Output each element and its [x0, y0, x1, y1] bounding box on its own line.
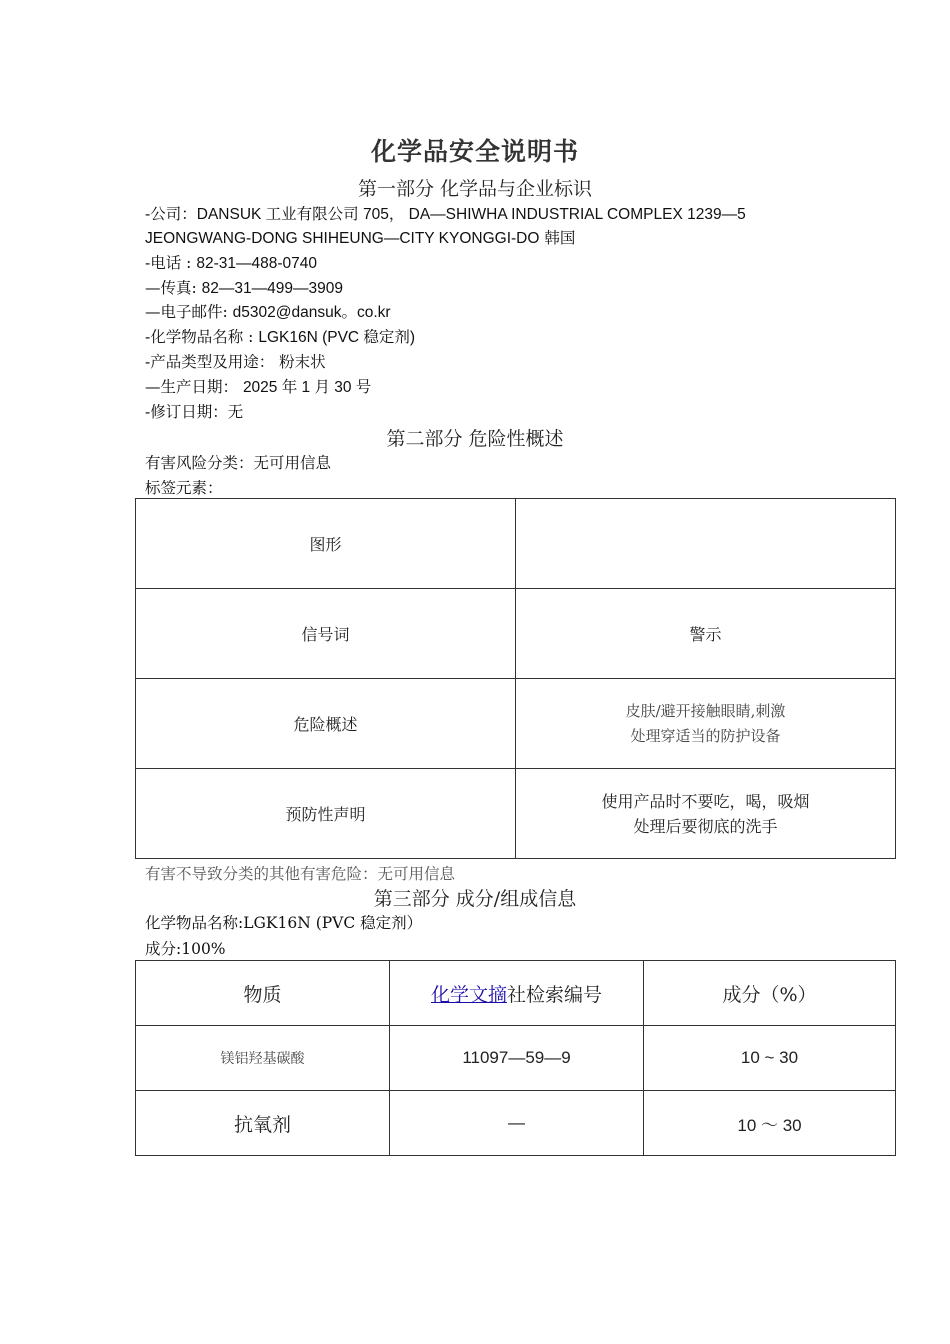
production-date-value: 2025 年 1 月 30 号: [242, 379, 372, 396]
production-date-label: —生产日期：: [145, 378, 243, 396]
company-line-1: [145, 202, 746, 224]
table-row: [136, 1026, 896, 1091]
section1-heading: 第一部分 化学品与企业标识: [357, 178, 593, 200]
cas-cell: 11097—59—9: [390, 1026, 644, 1091]
document-title: 化学品安全说明书: [370, 137, 579, 166]
signal-word-value: 警示: [516, 589, 896, 679]
percent-cell: 10 ～ 30: [644, 1091, 896, 1156]
fax-line: [145, 276, 343, 298]
phone-value: 82-31—488-0740: [196, 255, 317, 272]
hazard-class-line: 有害风险分类：无可用信息: [145, 454, 332, 472]
composition-table: [135, 960, 896, 1156]
substance-cell: 抗氧剂: [136, 1091, 390, 1156]
precaution-line-2: 处理后要彻底的洗手: [633, 816, 778, 836]
product-name-value: LGK16N (PVC 稳定剂): [258, 329, 416, 346]
phone-line: [145, 251, 317, 273]
product-name-label: -化学物品名称 :: [145, 328, 259, 346]
table-row: [136, 499, 896, 589]
fax-label: —传真:: [145, 279, 202, 297]
percent-cell: 10 ~ 30: [644, 1026, 896, 1091]
email-line: [145, 300, 391, 322]
company-country: 韩国: [539, 229, 576, 247]
cas-cell: —: [390, 1091, 644, 1156]
hazard-summary-line-2: 处理穿适当的防护设备: [630, 726, 781, 745]
hazard-summary-label: 危险概述: [136, 679, 516, 769]
precaution-label: 预防性声明: [136, 769, 516, 859]
signal-word-label: 信号词: [136, 589, 516, 679]
product-name-line: [145, 325, 415, 347]
other-hazards-line: 有害不导致分类的其他有害危险：无可用信息: [145, 865, 456, 883]
company-line-2: [145, 226, 575, 248]
substance-cell: 镁铝羟基碳酸: [136, 1026, 390, 1091]
section3-heading: 第三部分 成分/组成信息: [373, 888, 577, 910]
precaution-line-1: 使用产品时不要吃，喝，吸烟: [601, 791, 810, 811]
section3-product-name: 化学物品名称:LGK16N (PVC 稳定剂）: [145, 914, 423, 932]
cas-link[interactable]: 化学文摘: [430, 983, 507, 1006]
pictogram-value: [516, 499, 896, 589]
product-type-line: -产品类型及用途： 粉末状: [145, 353, 326, 371]
revision-date-line: -修订日期：无: [145, 403, 244, 421]
table-row: [136, 1091, 896, 1156]
hazard-summary-line-1: 皮肤/避开接触眼睛,刺激: [625, 701, 786, 720]
precaution-value: [516, 769, 896, 859]
table-header-row: [136, 961, 896, 1026]
label-elements-line: 标签元素：: [145, 479, 223, 497]
fax-value: 82—31—499—3909: [201, 280, 343, 297]
company-label: -公司：: [145, 205, 197, 223]
cas-header: [390, 961, 644, 1026]
phone-label: -电话 :: [145, 254, 197, 272]
email-value: d5302@dansuk。co.kr: [232, 304, 391, 321]
label-elements-table: [135, 498, 896, 859]
production-date-line: [145, 375, 371, 397]
company-address-2: JEONGWANG-DONG SHIHEUNG—CITY KYONGGI-DO: [145, 230, 540, 247]
table-row: [136, 679, 896, 769]
hazard-summary-value: [516, 679, 896, 769]
substance-header: 物质: [136, 961, 390, 1026]
pictogram-label: 图形: [136, 499, 516, 589]
cas-header-rest: 社检索编号: [507, 983, 603, 1006]
section2-heading: 第二部分 危险性概述: [386, 428, 564, 450]
table-row: [136, 589, 896, 679]
company-address-1: DANSUK 工业有限公司 705， DA—SHIWHA INDUSTRIAL COMPLEX 1239—5: [196, 206, 746, 223]
composition-line: 成分:100%: [145, 940, 226, 958]
table-row: [136, 769, 896, 859]
email-label: —电子邮件:: [145, 303, 233, 321]
percent-header: 成分（%）: [644, 961, 896, 1026]
